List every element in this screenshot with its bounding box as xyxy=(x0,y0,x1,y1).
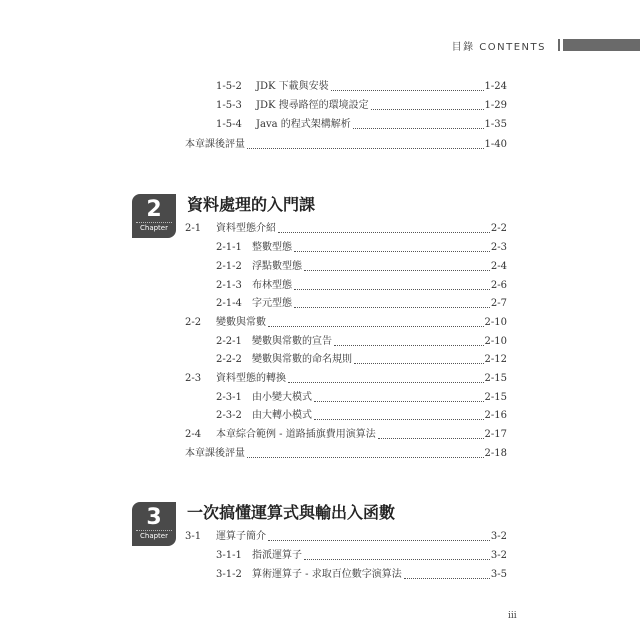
entry-number: 2-1 xyxy=(185,223,202,234)
entry-number: 2-2-1 xyxy=(216,336,242,347)
dot-leader xyxy=(294,307,490,308)
dot-leader xyxy=(268,540,490,541)
dot-leader xyxy=(371,109,484,110)
chapter-badge xyxy=(132,194,176,238)
chapter-title: 一次搞懂運算式與輸出入函數 xyxy=(187,503,396,522)
entry-page: 2-6 xyxy=(490,280,507,291)
chapter-label: Chapter xyxy=(136,530,172,541)
entry-number: 3-1-1 xyxy=(216,550,242,561)
toc-entry xyxy=(216,119,507,131)
dot-leader xyxy=(294,251,490,252)
toc-entry xyxy=(216,81,507,93)
entry-number: 1-5-4 xyxy=(216,119,242,130)
entry-page: 1-29 xyxy=(484,100,507,111)
entry-page: 2-17 xyxy=(484,429,507,440)
dot-leader xyxy=(288,382,484,383)
chapter-number: 3 xyxy=(146,505,162,530)
header-bar xyxy=(552,39,640,51)
dot-leader xyxy=(334,345,484,346)
entry-page: 2-18 xyxy=(484,448,507,459)
chapter-title: 資料處理的入門課 xyxy=(187,195,316,214)
entry-page: 1-24 xyxy=(484,81,507,92)
entry-text: 布林型態 xyxy=(252,280,292,291)
toc-entry xyxy=(185,139,507,151)
entry-page: 2-7 xyxy=(490,298,507,309)
dot-leader xyxy=(314,401,484,402)
toc-entry xyxy=(185,429,507,441)
entry-page: 2-10 xyxy=(484,317,507,328)
entry-text: 算術運算子 - 求取百位數字演算法 xyxy=(252,569,402,580)
entry-text: 由大轉小模式 xyxy=(252,410,312,421)
dot-leader xyxy=(294,289,490,290)
toc-entry xyxy=(216,569,507,581)
entry-text: 本章綜合範例 - 道路插旗費用演算法 xyxy=(216,429,376,440)
entry-page: 3-5 xyxy=(490,569,507,580)
entry-number: 2-3-2 xyxy=(216,410,242,421)
toc-entry xyxy=(216,280,507,292)
entry-text: 本章課後評量 xyxy=(185,139,245,150)
toc-entry xyxy=(185,223,507,235)
chapter-badge xyxy=(132,502,176,546)
entry-page: 2-15 xyxy=(484,373,507,384)
entry-number: 2-1-4 xyxy=(216,298,242,309)
toc-entry xyxy=(216,336,507,348)
entry-page: 1-40 xyxy=(484,139,507,150)
toc-entry xyxy=(185,448,507,460)
dot-leader xyxy=(304,559,490,560)
toc-entry xyxy=(185,373,507,385)
entry-number: 2-3 xyxy=(185,373,202,384)
toc-entry xyxy=(216,242,507,254)
entry-text: 浮點數型態 xyxy=(252,261,302,272)
entry-text: 指派運算子 xyxy=(252,550,302,561)
toc-entry xyxy=(185,531,507,543)
dot-leader xyxy=(331,90,484,91)
entry-text: 變數與常數 xyxy=(216,317,266,328)
dot-leader xyxy=(247,457,484,458)
entry-number: 2-2 xyxy=(185,317,202,328)
entry-text: 由小變大模式 xyxy=(252,392,312,403)
entry-page: 3-2 xyxy=(490,550,507,561)
toc-entry xyxy=(216,100,507,112)
entry-text: 變數與常數的宣告 xyxy=(252,336,332,347)
page-header xyxy=(452,37,640,53)
chapter-label: Chapter xyxy=(136,222,172,233)
entry-number: 2-1-1 xyxy=(216,242,242,253)
chapter-number: 2 xyxy=(146,197,162,222)
entry-page: 2-3 xyxy=(490,242,507,253)
entry-page: 2-10 xyxy=(484,336,507,347)
entry-number: 2-2-2 xyxy=(216,354,242,365)
entry-page: 2-4 xyxy=(490,261,507,272)
dot-leader xyxy=(278,232,490,233)
toc-entry xyxy=(216,261,507,273)
entry-text: JDK 下載與安裝 xyxy=(256,81,329,92)
entry-text: 字元型態 xyxy=(252,298,292,309)
entry-text: 變數與常數的命名規則 xyxy=(252,354,352,365)
entry-page: 2-2 xyxy=(490,223,507,234)
entry-number: 3-1-2 xyxy=(216,569,242,580)
entry-text: JDK 搜尋路徑的環境設定 xyxy=(256,100,369,111)
toc-entry xyxy=(216,298,507,310)
dot-leader xyxy=(354,363,484,364)
entry-number: 2-3-1 xyxy=(216,392,242,403)
entry-number: 1-5-2 xyxy=(216,81,242,92)
entry-page: 2-16 xyxy=(484,410,507,421)
entry-text: 資料型態介紹 xyxy=(216,223,276,234)
entry-text: Java 的程式架構解析 xyxy=(256,119,351,130)
entry-text: 本章課後評量 xyxy=(185,448,245,459)
dot-leader xyxy=(247,148,484,149)
dot-leader xyxy=(304,270,490,271)
entry-page: 1-35 xyxy=(484,119,507,130)
entry-number: 2-1-2 xyxy=(216,261,242,272)
entry-page: 2-12 xyxy=(484,354,507,365)
toc-entry xyxy=(216,550,507,562)
dot-leader xyxy=(268,326,484,327)
entry-number: 1-5-3 xyxy=(216,100,242,111)
header-title: 目錄 CONTENTS xyxy=(451,41,546,53)
dot-leader xyxy=(378,438,484,439)
entry-page: 2-15 xyxy=(484,392,507,403)
entry-text: 運算子簡介 xyxy=(216,531,266,542)
entry-number: 2-4 xyxy=(185,429,202,440)
entry-text: 整數型態 xyxy=(252,242,292,253)
toc-entry xyxy=(216,354,507,366)
dot-leader xyxy=(314,419,484,420)
toc-entry xyxy=(216,392,507,404)
entry-text: 資料型態的轉換 xyxy=(216,373,286,384)
dot-leader xyxy=(404,578,490,579)
entry-page: 3-2 xyxy=(490,531,507,542)
dot-leader xyxy=(353,128,484,129)
toc-entry xyxy=(216,410,507,422)
toc-entry xyxy=(185,317,507,329)
page-number: iii xyxy=(508,611,517,621)
entry-number: 2-1-3 xyxy=(216,280,242,291)
entry-number: 3-1 xyxy=(185,531,202,542)
